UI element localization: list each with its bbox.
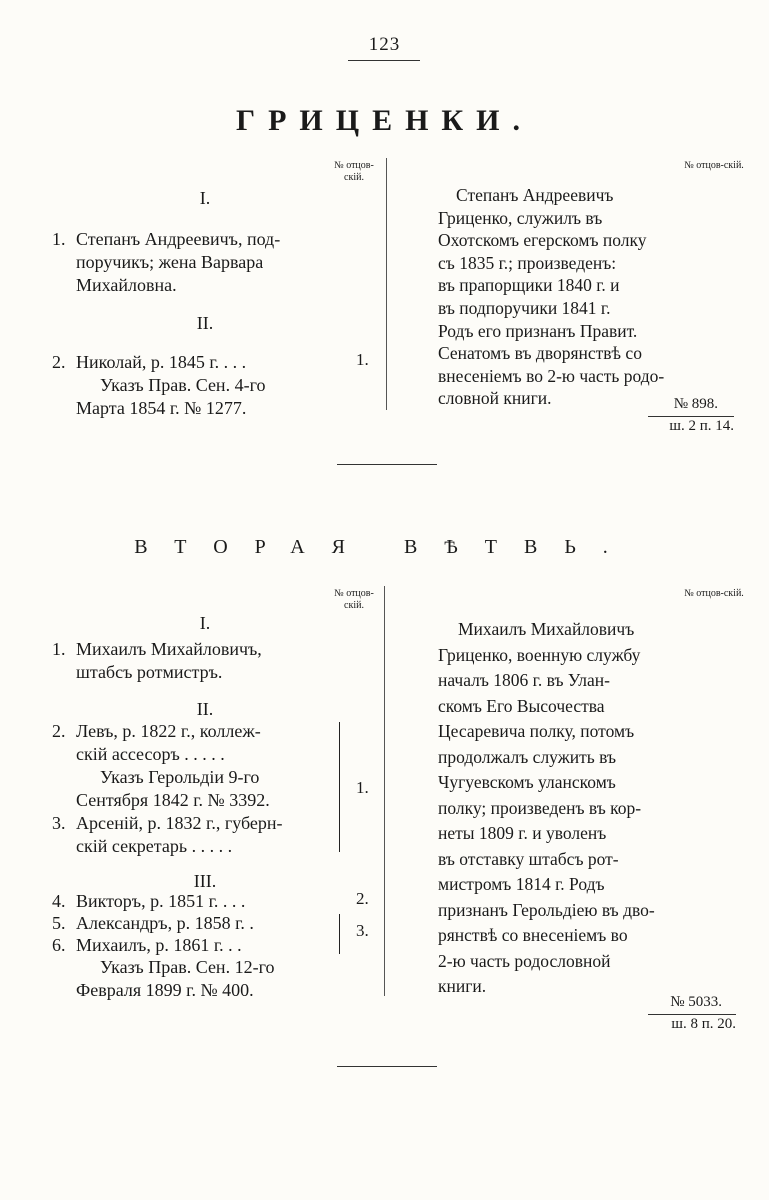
entry-text: Левъ, р. 1822 г., коллеж- <box>76 721 261 741</box>
family-title: ГРИЦЕНКИ. <box>235 104 533 137</box>
text-line: Степанъ Андреевичъ <box>456 185 614 205</box>
entry-line: Михайловна. <box>76 275 177 295</box>
entry-line <box>52 638 262 660</box>
text-line: мистромъ 1814 г. Родъ <box>438 874 605 894</box>
entry-line <box>52 812 283 834</box>
text-line: неты 1809 г. и уволенъ <box>438 823 607 843</box>
entry-line <box>52 351 246 373</box>
entry-text: Арсеній, р. 1832 г., губерн- <box>76 813 283 833</box>
text-line: Гриценко, служилъ въ <box>438 207 603 228</box>
text-line: продолжалъ служить въ <box>438 746 617 767</box>
entry-line: скій ассесоръ . . . . . <box>76 744 225 764</box>
biography-text <box>438 617 690 1000</box>
text-line: въ прапорщики 1840 г. и <box>438 275 620 296</box>
father-number: 3. <box>356 921 369 940</box>
text-line: Цесаревича полку, потомъ <box>438 721 635 741</box>
entry-number: 2. <box>52 721 66 741</box>
text-line: Сенатомъ въ дворянствѣ со <box>438 343 642 364</box>
text-line: признанъ Герольдіею въ дво- <box>438 899 655 920</box>
sheet-reference: ш. 2 п. 14. <box>669 418 734 434</box>
father-number: 1. <box>356 778 369 797</box>
text-line: съ 1835 г.; произведенъ: <box>438 252 617 273</box>
text-line: Гриценко, военную службу <box>438 644 641 665</box>
ref-rule <box>648 416 734 417</box>
record-number: № 898. <box>673 396 718 412</box>
page-number: 123 <box>368 34 401 55</box>
generation-heading: II. <box>196 699 214 719</box>
text-line: въ подпоручики 1841 г. <box>438 297 611 318</box>
entry-line <box>52 934 242 956</box>
generation-heading: I. <box>199 188 211 208</box>
entry-text: Викторъ, р. 1851 г. . . . <box>76 891 246 911</box>
entry-line: Февраля 1899 г. № 400. <box>76 980 254 1000</box>
entry-line: скій секретарь . . . . . <box>76 836 233 856</box>
entry-number: 6. <box>52 935 66 955</box>
text-line: Родъ его признанъ Правит. <box>438 320 638 341</box>
right-column-header: № отцов-скій. <box>684 160 744 171</box>
entry-line <box>52 720 261 742</box>
column-divider <box>386 158 387 410</box>
entry-line: Указъ Герольдіи 9-го <box>100 767 260 787</box>
text-line: Чугуевскомъ уланскомъ <box>438 772 616 792</box>
father-column-header: № отцов-скій. <box>334 160 374 183</box>
entry-line <box>52 890 245 912</box>
branch-title: ВТОРАЯ ВѢТВЬ. <box>134 536 635 558</box>
section-divider <box>337 464 437 465</box>
entry-line <box>52 228 280 250</box>
generation-heading: II. <box>196 313 214 333</box>
text-line: 2-ю часть родословной <box>438 950 611 971</box>
entry-number: 3. <box>52 813 66 833</box>
text-line: Охотскомъ егерскомъ полку <box>438 230 647 251</box>
grouping-bracket <box>334 722 340 852</box>
record-number: № 5033. <box>670 994 722 1010</box>
generation-heading: I. <box>199 613 211 633</box>
entry-line: Указъ Прав. Сен. 4-го <box>100 375 266 395</box>
text-line: Михаилъ Михайловичъ <box>458 619 635 639</box>
sheet-reference: ш. 8 п. 20. <box>671 1016 736 1032</box>
biography-text <box>438 184 696 410</box>
entry-line: штабсъ ротмистръ. <box>76 662 223 682</box>
entry-line <box>52 912 254 934</box>
text-line: рянствѣ со внесеніемъ во <box>438 925 628 945</box>
entry-number: 1. <box>52 639 66 659</box>
father-column-header: № отцов-скій. <box>334 588 374 611</box>
entry-line: поручикъ; жена Варвара <box>76 252 264 272</box>
entry-line: Сентября 1842 г. № 3392. <box>76 790 270 810</box>
father-number: 2. <box>356 889 369 908</box>
entry-number: 4. <box>52 891 66 911</box>
generation-heading: III. <box>193 871 217 891</box>
text-line: въ отставку штабсъ рот- <box>438 848 619 869</box>
entry-line: Марта 1854 г. № 1277. <box>76 398 247 418</box>
grouping-bracket <box>334 914 340 954</box>
text-line: началъ 1806 г. въ Улан- <box>438 670 611 690</box>
entry-text: Михаилъ Михайловичъ, <box>76 639 262 659</box>
entry-text: Александръ, р. 1858 г. . <box>76 913 254 933</box>
text-line: словной книги. <box>438 388 552 409</box>
text-line: книги. <box>438 976 487 996</box>
entry-text: Николай, р. 1845 г. . . . <box>76 352 247 372</box>
section-divider <box>337 1066 437 1067</box>
entry-text: Степанъ Андреевичъ, под- <box>76 229 281 249</box>
column-divider <box>384 586 385 996</box>
page-number-rule <box>348 60 420 61</box>
entry-line: Указъ Прав. Сен. 12-го <box>100 957 275 977</box>
right-column-header: № отцов-скій. <box>684 588 744 599</box>
entry-number: 5. <box>52 913 66 933</box>
entry-text: Михаилъ, р. 1861 г. . . <box>76 935 242 955</box>
entry-number: 2. <box>52 352 66 372</box>
text-line: скомъ Его Высочества <box>438 695 605 716</box>
entry-number: 1. <box>52 229 66 249</box>
ref-rule <box>648 1014 736 1015</box>
father-number: 1. <box>356 350 369 369</box>
text-line: внесеніемъ во 2-ю часть родо- <box>438 365 665 386</box>
text-line: полку; произведенъ въ кор- <box>438 797 642 818</box>
